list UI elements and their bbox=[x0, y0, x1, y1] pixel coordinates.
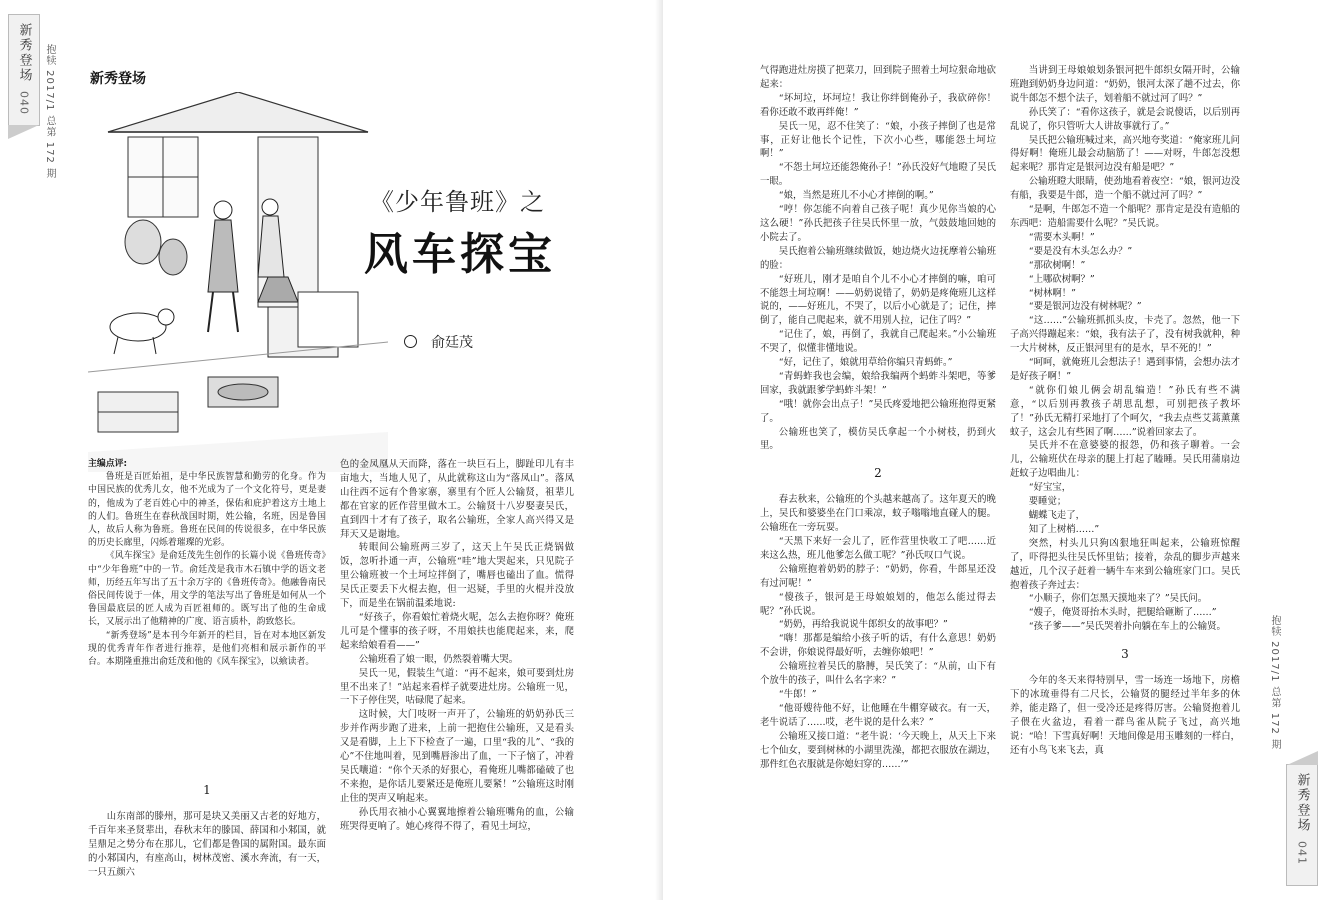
story-illustration bbox=[88, 92, 388, 472]
story-title-line2: 风车探宝 bbox=[364, 229, 556, 280]
body-paragraph: 公输班拉着吴氏的胳膊，吴氏笑了：“从前，山下有个放牛的孩子，叫什么名字来？” bbox=[760, 661, 996, 687]
editor-note-paragraph: 《风车探宝》是俞廷茂先生创作的长篇小说《鲁班传奇》中“少年鲁班”中的一节。俞廷茂是我市木石镇中学的语文老师，历经五年写出了五十余万字的《鲁班传奇》。他融鲁南民俗民间传说于一体，用文学的笔法写出了鲁班是如何从一个鲁国最底层的匠人成为百匠祖师的。既写出了他的生命成长，又展示出了他精神的广度、语言质朴，韵致悠长。 bbox=[88, 551, 326, 628]
editor-note-paragraph: “新秀登场”是本刊今年新开的栏目，旨在对本地区新发现的优秀青年作者进行推荐，是他们亮相和展示新作的平台。本期隆重推出俞廷茂和他的《风车探宝》，以飨读者。 bbox=[88, 630, 326, 668]
section-heading: 3 bbox=[1121, 647, 1129, 662]
body-paragraph: “需要木头啊！” bbox=[1028, 231, 1095, 243]
body-paragraph: “好孩子，你看娘忙着烧火呢，怎么去抱你呀？俺班儿可是个懂事的孩子呀，不用娘扶也能爬起来，来，爬起来给娘看看——” bbox=[340, 611, 574, 651]
body-paragraph: “好班儿，刚才是咱自个儿不小心才摔倒的嘛，咱可不能怨土坷垃啊！——奶奶说错了，奶奶是疼俺班儿这样说的，——好班儿，不哭了，以后小心就是了；记住，摔倒了，能自己爬起来，就不用别人拉，记住了吗？” bbox=[760, 273, 996, 327]
body-paragraph: 山东南部的滕州，那可是块又美丽又古老的好地方，千百年来圣贤辈出，春秋末年的滕国、薛国和小邾国，就呈鼎足之势分布在那儿，它们都是鲁国的属附国。最东面的小邾国内，有座高山，树林茂密、溪水奔流，有一天，一只五颜六 bbox=[88, 810, 326, 878]
author-name: 俞廷茂 bbox=[431, 335, 473, 351]
body-paragraph: 公输班又接口道：“老牛说：‘今天晚上，从天上下来七个仙女，要到树林的小湖里洗澡，都把衣服放在湖边，那件红色衣服就是你媳妇穿的……’” bbox=[760, 730, 996, 770]
body-paragraph: “是啊，牛郎怎不造一个船呢？那肯定是没有造船的东西吧：造船需要什么呢？”吴氏说。 bbox=[1010, 204, 1240, 229]
body-paragraph: “嫂子，俺贤哥抬木头时，把腿给砸断了……” bbox=[1028, 607, 1217, 619]
body-column-right-1 bbox=[760, 64, 996, 771]
body-paragraph: “娘，当然是班儿不小心才摔倒的啊。” bbox=[778, 190, 934, 202]
issue-info-left: 抱犊 2017/1 总第 172 期 bbox=[44, 44, 55, 179]
body-paragraph: “孩子爹——”吴氏哭着扑向躺在车上的公输贤。 bbox=[1028, 621, 1226, 633]
body-paragraph: 当讲到王母娘娘划条银河把牛郎织女隔开时，公输班跑到奶奶身边问道：“奶奶，银河太深了趟不过去，你说牛郎怎不想个法子，划着船不就过河了吗？” bbox=[1010, 65, 1240, 104]
right-page bbox=[663, 0, 1326, 900]
body-paragraph: “记住了，娘，再倒了，我就自己爬起来。”小公输班不哭了，似懂非懂地说。 bbox=[760, 329, 996, 355]
lullaby-line: 蝴蝶飞走了， bbox=[1028, 510, 1086, 521]
body-paragraph: “牛郎！” bbox=[778, 688, 817, 700]
editor-note-paragraph: 鲁班是百匠始祖，是中华民族智慧和勤劳的化身。作为中国民族的优秀儿女，他不光成为了一个文化符号，更是妻的，他成为了老百姓心中的神圣，保佑和庇护着这方土地上的人们。鲁班生在春秋战国时期，姓公输，名班，因是鲁国人，故后人称为鲁班。鲁班在民间的传说很多，在中华民族的历史长廊里，闪烁着璀璨的光彩。 bbox=[88, 472, 326, 549]
body-paragraph: 今年的冬天来得特别早，雪一场连一场地下，房檐下的冰琉垂得有二尺长，公输贤的腿经过半年多的休养，能走路了，但一受冷还是疼得厉害。公输贤抱着儿子偎在火盆边，看着一群鸟雀从院子飞过，高兴地说：“哈！下雪真好啊！天地间像是用玉雕刻的一样白，还有小鸟飞来飞去，真 bbox=[1010, 675, 1240, 756]
section-tab-title: 新秀登场 bbox=[16, 23, 32, 83]
section-1 bbox=[88, 783, 326, 879]
body-paragraph: 公输班瞪大眼睛，使劲地看着夜空：“娘，银河边没有船，我要是牛郎，造一个船不就过河了吗？” bbox=[1010, 176, 1240, 202]
body-paragraph: “好，记住了，娘就用草给你编只青蚂蚱。” bbox=[778, 357, 953, 369]
lullaby-line: 知了上树梢……” bbox=[1028, 523, 1100, 535]
body-paragraph: “他哥嫂待他不好，让他睡在牛棚穿破衣。有一天，老牛说话了……哎，老牛说的是什么来？” bbox=[760, 702, 996, 728]
body-column-right-2 bbox=[1010, 64, 1240, 758]
body-paragraph: 转眼间公输班两三岁了，这天上午吴氏正烧锅做饭，忽听扑通一声，公输班“哇”地大哭起来，只见院子里公输班被一个土坷垃拌倒了，嘴唇也磕出了血。慌得吴氏正要丢下火棍去抱，但一迟疑，手里的火棍并没放下，而是坐在锅前温柔地说: bbox=[340, 542, 574, 610]
body-paragraph: 气得跑进灶房摸了把菜刀，回到院子照着土坷垃狠命地砍起来： bbox=[760, 65, 996, 90]
body-paragraph: 吴氏抱着公输班继续做饭，她边烧火边抚摩着公输班的脸： bbox=[760, 245, 996, 271]
body-paragraph: 公输班看了娘一眼，仍然裂着嘴大哭。 bbox=[358, 653, 519, 665]
section-heading: 1 bbox=[203, 783, 211, 797]
body-paragraph: 春去秋来，公输班的个头越来越高了。这年夏天的晚上，吴氏和婆婆坐在门口乘凉，蚊子嗡嗡地直碰人的腿。公输班在一旁玩耍。 bbox=[760, 494, 996, 534]
body-paragraph: “要是没有木头怎么办？” bbox=[1028, 245, 1133, 257]
circle-bullet-icon bbox=[404, 335, 417, 348]
body-paragraph: 公输班也笑了，模仿吴氏拿起一个小树枝，扔到火里。 bbox=[760, 426, 996, 452]
body-paragraph: “这……”公输班抓抓头皮，卡壳了。忽然，他一下子高兴得蹦起来：“娘，我有法子了，没有树我就种，种一大片树林，反正银河里有的是水，旱不死的！” bbox=[1010, 315, 1240, 355]
body-paragraph: 色的金凤凰从天而降，落在一块巨石上，脚趾印儿有丰亩地大，当地人见了，从此就称这山为“落凤山”。落凤山往西不远有个鲁家寨，寨里有个匠人公输贤，祖辈儿都在官家的匠作营里做木工。公输贤十八岁娶妻吴氏，直到四十才有了孩子，取名公输班，全家人高兴得又是拜天又是谢地。 bbox=[340, 459, 574, 540]
page-number-right: 041 bbox=[1295, 841, 1309, 865]
body-column-left-2 bbox=[340, 458, 574, 833]
body-paragraph: 吴氏一见，假装生气道：“再不起来，娘可要到灶房里不出来了！”站起来看样子就要进灶房。公输班一见，一下子停住哭，咕碌爬了起来。 bbox=[340, 667, 574, 707]
body-paragraph: “那砍树啊！” bbox=[1028, 259, 1086, 271]
body-paragraph: “要是银河边没有树林呢？” bbox=[1028, 301, 1142, 313]
body-paragraph: 吴氏一见，忍不住笑了：“娘，小孩子摔倒了也是常事，正好让他长个记性，下次小心些，哪能怨土坷垃啊！” bbox=[760, 120, 996, 160]
body-paragraph: “坏坷垃，坏坷垃！我让你绊倒俺孙子，我砍碎你！看你还敢不敢再绊俺！” bbox=[760, 92, 996, 118]
body-paragraph: “天黑下来好一会儿了，匠作营里快收工了吧……近来这么热，班儿他爹怎么做工呢？”孙氏叹口气说。 bbox=[760, 536, 996, 561]
body-paragraph: “傻孩子，银河是王母娘娘划的，他怎么能过得去呢？”孙氏说。 bbox=[760, 591, 996, 617]
issue-info-right: 抱犊 2017/1 总第 172 期 bbox=[1269, 615, 1280, 750]
body-paragraph: “呵呵，就俺班儿会想法子！遇到事情，会想办法才是好孩子啊！” bbox=[1010, 357, 1240, 382]
body-paragraph: “奶奶，再给我说说牛郎织女的故事吧？” bbox=[778, 619, 948, 631]
lullaby-line: 要睡觉； bbox=[1028, 496, 1067, 508]
body-paragraph: 这时候，大门吱呀一声开了，公输班的奶奶孙氏三步并作两步跑了进来，上前一把抱住公输班，又是看头又是看脚，上上下下检查了一遍，口里“我的儿”、“我的心”不住地叫着，见到嘴唇渗出了血，一下子恼了，冲着吴氏嚷道：“你个天杀的好狠心，看俺班儿嘴都磕破了也不来抱，是你话儿要紧还是俺班儿要紧！”公输班这时刚止住的哭声又响起来。 bbox=[340, 709, 574, 804]
story-title-line1: 《少年鲁班》之 bbox=[370, 188, 545, 216]
body-paragraph: “小顺子，你们怎黑天摸地来了？”吴氏问。 bbox=[1028, 593, 1208, 605]
lullaby-line: “好宝宝， bbox=[1028, 482, 1072, 494]
author-byline bbox=[404, 332, 473, 352]
body-paragraph: “青蚂蚱我也会编，娘给我编两个蚂蚱斗架吧，等爹回家，我就跟爹学蚂蚱斗架！” bbox=[760, 370, 996, 396]
editor-note bbox=[88, 458, 326, 669]
body-paragraph: 孙氏笑了：“看你这孩子，就是会说傻话，以后别再乱说了，你只管听大人讲故事就行了。” bbox=[1010, 106, 1240, 132]
body-paragraph: “树林啊！” bbox=[1028, 287, 1076, 299]
editor-note-label: 主编点评: bbox=[88, 459, 128, 469]
section-tab-right bbox=[1286, 764, 1318, 886]
body-paragraph: “嗨！那都是编给小孩子听的话，有什么意思！奶奶不会讲，你娘说得最好听，去缠你娘吧！” bbox=[760, 633, 996, 659]
body-paragraph: 公输班抱着奶奶的脖子：“奶奶，你看，牛郎星还没有过河呢！” bbox=[760, 563, 996, 589]
section-label: 新秀登场 bbox=[90, 71, 146, 87]
body-paragraph: 突然，村头儿只狗凶狠地狂叫起来，公输班惊醒了，吓得把头往吴氏怀里钻；接着，杂乱的脚步声越来越近，几个汉子赶着一辆牛车来到公输班家门口。吴氏抱着孩子奔过去： bbox=[1010, 537, 1240, 591]
body-paragraph: 吴氏并不在意婆婆的报怨，仍和孩子聊着。一会儿，公输班伏在母亲的腿上打起了瞌睡。吴氏用蒲扇边赶蚊子边唱曲儿： bbox=[1010, 440, 1240, 480]
body-paragraph: 孙氏用衣袖小心翼翼地擦着公输班嘴角的血，公输班哭得更响了。她心疼得不得了，看见土坷垃， bbox=[340, 806, 574, 832]
body-paragraph: “哼！你怎能不向着自己孩子呢！真少见你当娘的心这么硬！”孙氏把孩子往吴氏怀里一放，气鼓鼓地回她的小院去了。 bbox=[760, 204, 996, 243]
body-paragraph: “上哪砍树啊？” bbox=[1028, 273, 1095, 285]
body-paragraph: “哦！就你会出点子！”吴氏疼爱地把公输班抱得更紧了。 bbox=[760, 398, 996, 424]
section-tab-title: 新秀登场 bbox=[1294, 773, 1310, 833]
page-number-left: 040 bbox=[17, 91, 31, 115]
body-paragraph: “不怨土坷垃还能怨俺孙子！”孙氏没好气地瞪了吴氏一眼。 bbox=[760, 162, 996, 188]
body-paragraph: 吴氏把公输班喊过来，高兴地夸奖道：“俺家班儿问得好啊！俺班儿最会动脑筋了！——对呀，牛郎怎没想起来呢？那肯定是银河边没有船是吧？” bbox=[1010, 134, 1240, 174]
body-paragraph: “就你们娘儿俩会胡乱编造！”孙氏有些不满意，“以后别再教孩子胡思乱想，可别把孩子教坏了！”孙氏无精打采地打了个呵欠，“我去点些艾蒿薰薰蚊子，这会儿有些困了啊……”说着回家去了。 bbox=[1010, 384, 1240, 438]
section-tab-left bbox=[8, 14, 40, 126]
section-heading: 2 bbox=[874, 466, 882, 481]
